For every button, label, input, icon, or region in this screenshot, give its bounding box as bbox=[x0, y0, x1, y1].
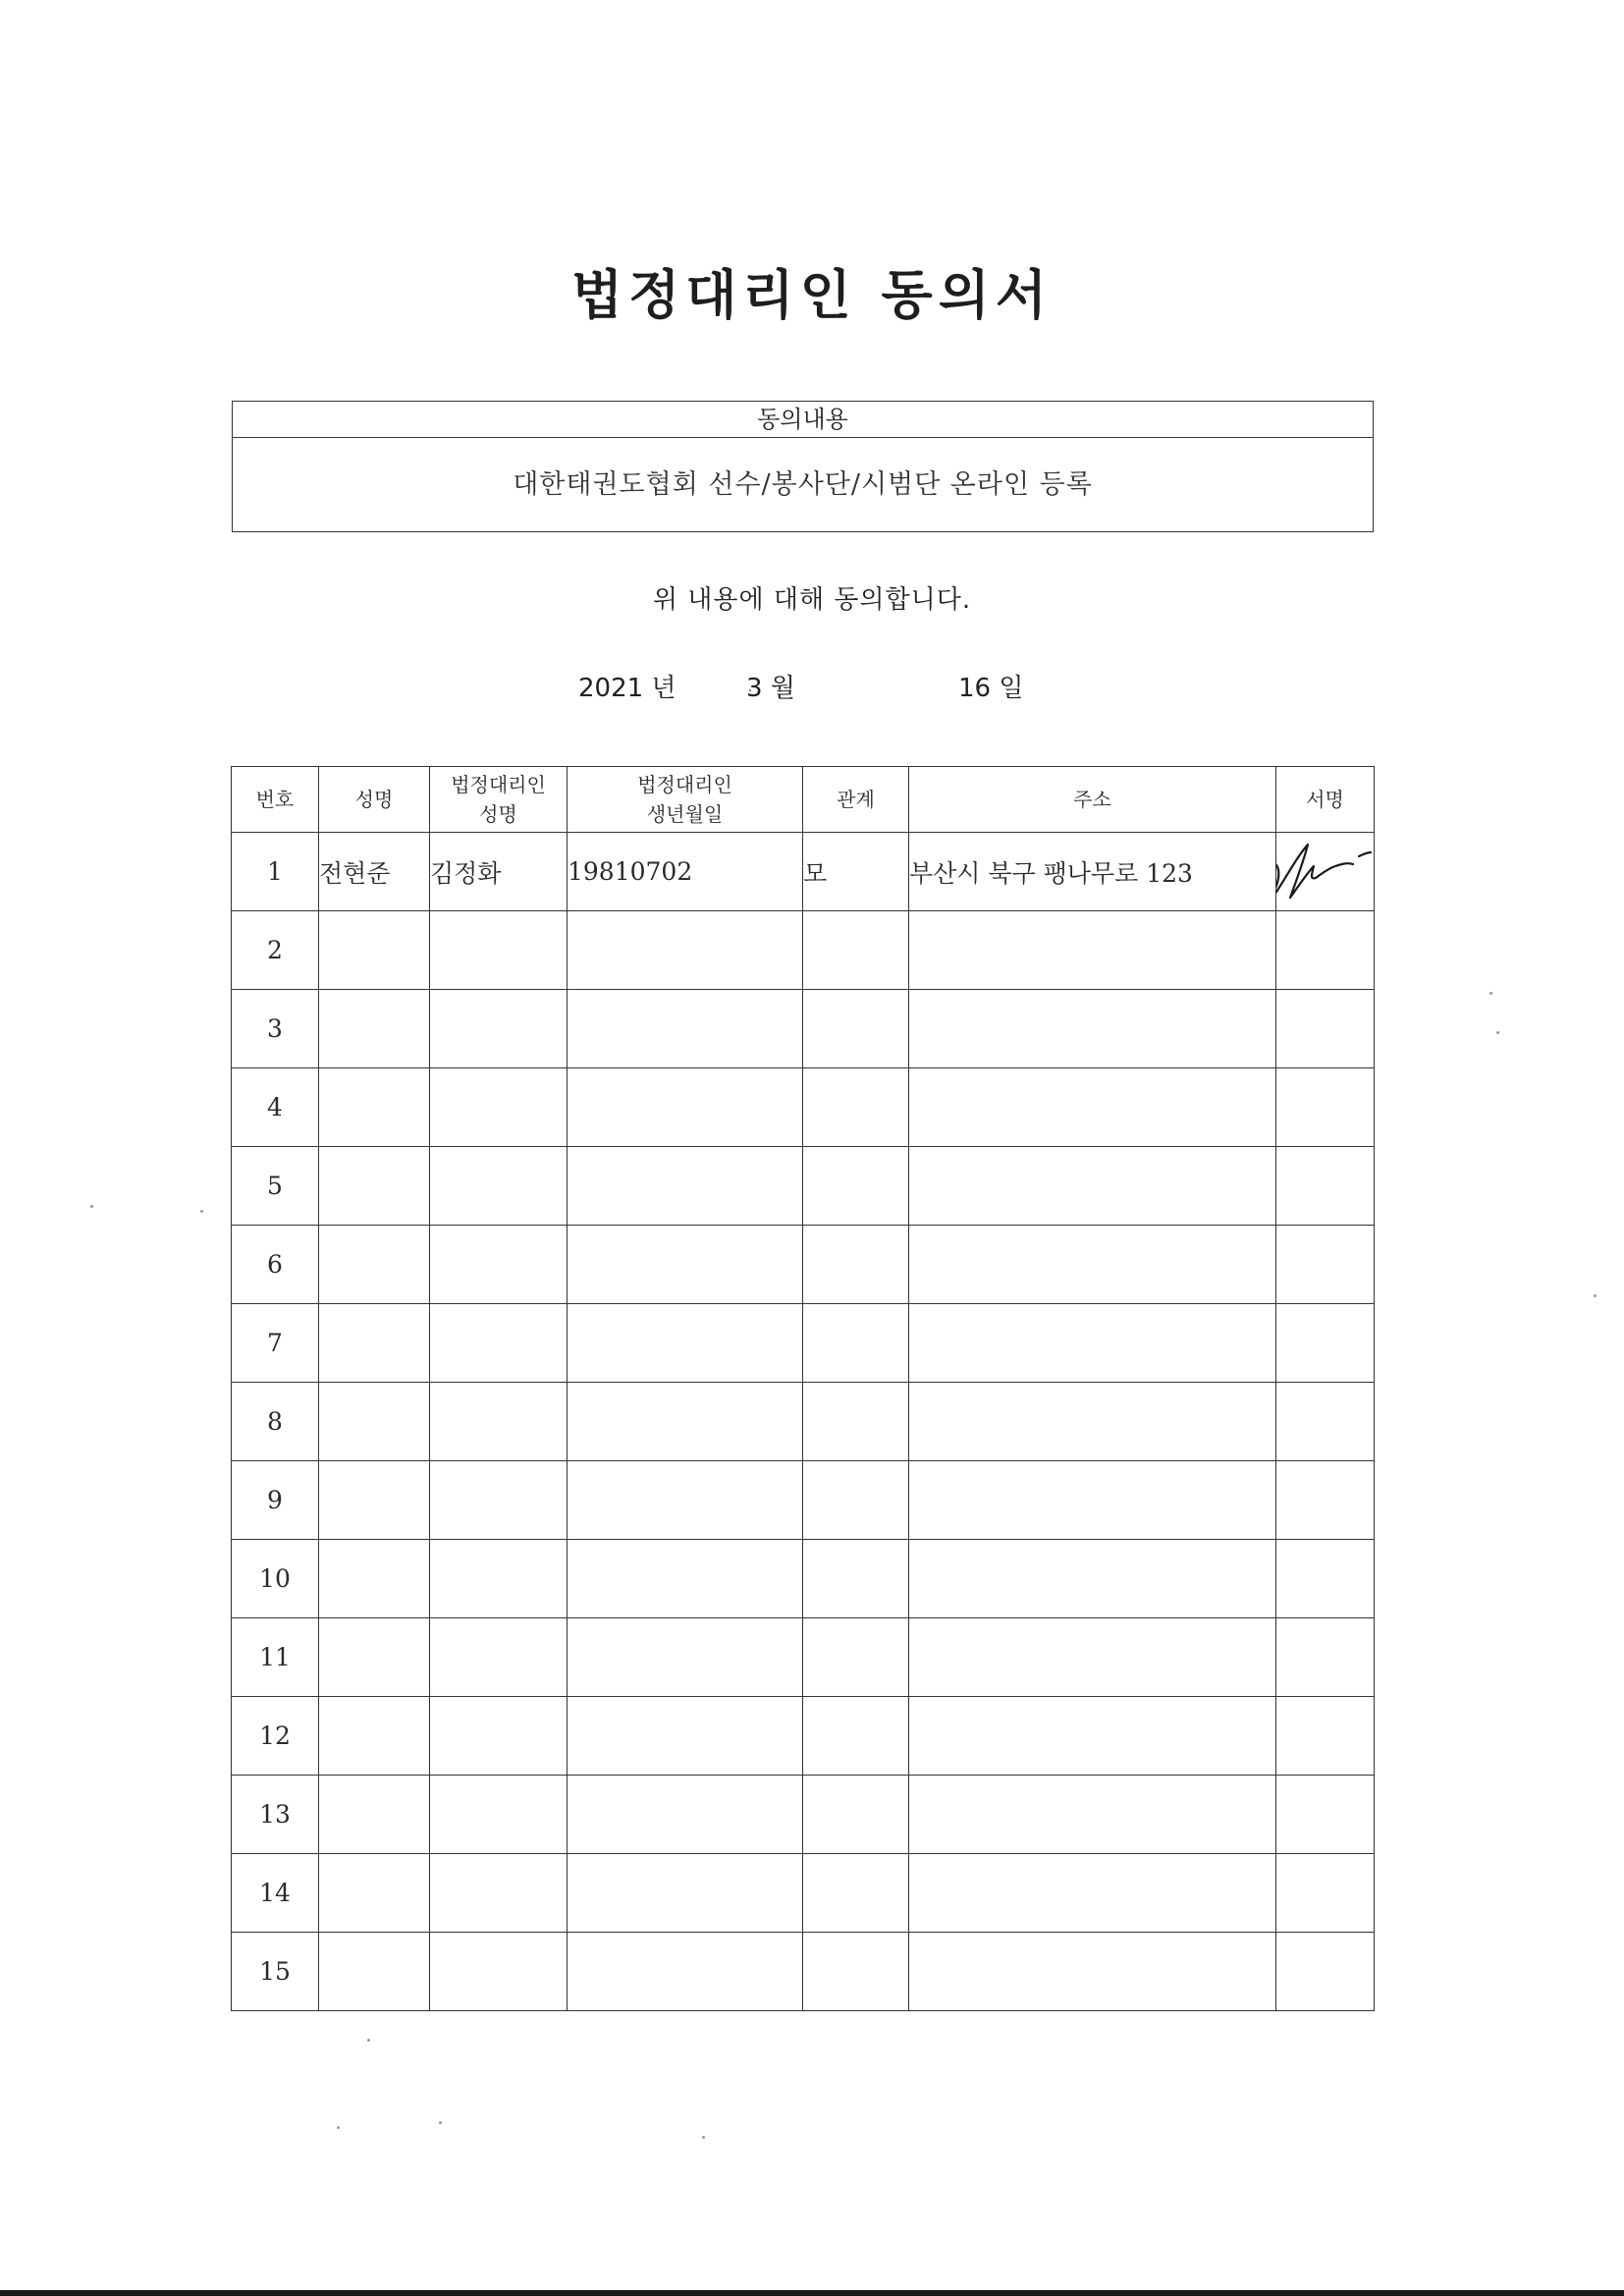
row-guardian-birth bbox=[568, 1304, 803, 1383]
row-guardian-birth bbox=[568, 1068, 803, 1147]
row-name bbox=[319, 990, 430, 1068]
row-name bbox=[319, 1461, 430, 1540]
row-guardian-name bbox=[430, 911, 568, 990]
table-row bbox=[232, 1147, 1375, 1226]
row-address bbox=[909, 1147, 1276, 1226]
row-signature bbox=[1276, 833, 1375, 911]
row-guardian-birth bbox=[568, 1147, 803, 1226]
agreement-statement: 위 내용에 대해 동의합니다. bbox=[652, 585, 972, 615]
row-address bbox=[909, 911, 1276, 990]
header-guardian-birth-line1: 법정대리인 bbox=[637, 773, 732, 796]
row-guardian-name bbox=[430, 1461, 568, 1540]
row-name bbox=[319, 1618, 430, 1697]
table-row bbox=[232, 1226, 1375, 1304]
table-header-row bbox=[232, 767, 1375, 833]
row-name: 전현준 bbox=[319, 833, 430, 911]
row-guardian-name: 김정화 bbox=[430, 833, 568, 911]
row-guardian-birth bbox=[568, 1697, 803, 1776]
row-address bbox=[909, 1933, 1276, 2011]
row-relation bbox=[803, 1933, 909, 2011]
row-relation bbox=[803, 990, 909, 1068]
row-address bbox=[909, 1540, 1276, 1618]
row-relation bbox=[803, 1383, 909, 1461]
row-name bbox=[319, 1068, 430, 1147]
table-row bbox=[232, 1304, 1375, 1383]
row-name bbox=[319, 911, 430, 990]
header-guardian-birth bbox=[568, 767, 803, 833]
date-month: 3 월 bbox=[746, 674, 795, 703]
scan-speck bbox=[1496, 1031, 1499, 1034]
consent-header: 동의내용 bbox=[233, 402, 1373, 438]
header-signature: 서명 bbox=[1276, 767, 1375, 833]
scan-speck bbox=[337, 2126, 340, 2129]
row-number: 8 bbox=[232, 1383, 319, 1461]
header-address: 주소 bbox=[909, 767, 1276, 833]
row-number: 6 bbox=[232, 1226, 319, 1304]
scan-speck bbox=[200, 1210, 203, 1213]
scan-speck bbox=[90, 1205, 93, 1208]
row-guardian-name bbox=[430, 1776, 568, 1854]
row-name bbox=[319, 1147, 430, 1226]
table-row bbox=[232, 833, 1375, 911]
table-row bbox=[232, 1461, 1375, 1540]
row-number: 2 bbox=[232, 911, 319, 990]
row-number: 15 bbox=[232, 1933, 319, 2011]
header-guardian-birth-line2: 생년월일 bbox=[646, 802, 724, 826]
row-guardian-name bbox=[430, 1854, 568, 1933]
row-number: 12 bbox=[232, 1697, 319, 1776]
row-guardian-birth bbox=[568, 1461, 803, 1540]
header-guardian-name-line1: 법정대리인 bbox=[451, 773, 546, 796]
row-address bbox=[909, 1461, 1276, 1540]
scan-speck bbox=[1594, 1294, 1597, 1297]
scan-bottom-edge bbox=[0, 2290, 1624, 2296]
row-relation bbox=[803, 1854, 909, 1933]
row-number: 10 bbox=[232, 1540, 319, 1618]
row-address bbox=[909, 1226, 1276, 1304]
row-signature bbox=[1276, 1226, 1375, 1304]
row-number: 5 bbox=[232, 1147, 319, 1226]
row-relation bbox=[803, 1304, 909, 1383]
row-relation bbox=[803, 911, 909, 990]
table-row bbox=[232, 990, 1375, 1068]
row-number: 1 bbox=[232, 833, 319, 911]
table-row bbox=[232, 1383, 1375, 1461]
row-guardian-name bbox=[430, 1068, 568, 1147]
row-signature bbox=[1276, 1540, 1375, 1618]
header-name: 성명 bbox=[319, 767, 430, 833]
row-number: 9 bbox=[232, 1461, 319, 1540]
row-guardian-name bbox=[430, 1304, 568, 1383]
header-guardian-name-line2: 성명 bbox=[479, 802, 517, 826]
row-guardian-birth bbox=[568, 911, 803, 990]
row-guardian-birth bbox=[568, 1226, 803, 1304]
row-name bbox=[319, 1854, 430, 1933]
row-name bbox=[319, 1933, 430, 2011]
row-signature bbox=[1276, 1697, 1375, 1776]
row-guardian-name bbox=[430, 1697, 568, 1776]
row-address bbox=[909, 1618, 1276, 1697]
row-number: 13 bbox=[232, 1776, 319, 1854]
row-signature bbox=[1276, 1618, 1375, 1697]
consent-box bbox=[232, 401, 1374, 532]
row-relation bbox=[803, 1618, 909, 1697]
row-number: 7 bbox=[232, 1304, 319, 1383]
row-address bbox=[909, 1304, 1276, 1383]
row-guardian-birth bbox=[568, 990, 803, 1068]
row-signature bbox=[1276, 1461, 1375, 1540]
row-name bbox=[319, 1540, 430, 1618]
row-signature bbox=[1276, 1304, 1375, 1383]
row-name bbox=[319, 1697, 430, 1776]
row-address: 부산시 북구 팽나무로 123 bbox=[909, 833, 1276, 911]
scan-speck bbox=[702, 2136, 705, 2139]
row-address bbox=[909, 990, 1276, 1068]
row-name bbox=[319, 1776, 430, 1854]
row-signature bbox=[1276, 990, 1375, 1068]
row-address bbox=[909, 1697, 1276, 1776]
header-relation: 관계 bbox=[803, 767, 909, 833]
table-row bbox=[232, 911, 1375, 990]
row-guardian-name bbox=[430, 990, 568, 1068]
row-guardian-birth bbox=[568, 1854, 803, 1933]
row-guardian-name bbox=[430, 1933, 568, 2011]
row-relation bbox=[803, 1776, 909, 1854]
row-signature bbox=[1276, 1383, 1375, 1461]
guardian-table bbox=[231, 766, 1375, 2011]
row-number: 11 bbox=[232, 1618, 319, 1697]
row-guardian-birth bbox=[568, 1540, 803, 1618]
header-guardian-name bbox=[430, 767, 568, 833]
row-number: 3 bbox=[232, 990, 319, 1068]
date-year: 2021 년 bbox=[578, 674, 677, 703]
row-name bbox=[319, 1226, 430, 1304]
scan-speck bbox=[1489, 992, 1492, 995]
row-guardian-name bbox=[430, 1618, 568, 1697]
date-day: 16 일 bbox=[958, 674, 1024, 703]
table-row bbox=[232, 1540, 1375, 1618]
row-signature bbox=[1276, 1854, 1375, 1933]
document-title: 법정대리인 동의서 bbox=[570, 263, 1054, 326]
header-no: 번호 bbox=[232, 767, 319, 833]
row-address bbox=[909, 1776, 1276, 1854]
row-number: 4 bbox=[232, 1068, 319, 1147]
row-guardian-birth bbox=[568, 1933, 803, 2011]
row-relation: 모 bbox=[803, 833, 909, 911]
row-relation bbox=[803, 1226, 909, 1304]
row-relation bbox=[803, 1461, 909, 1540]
row-number: 14 bbox=[232, 1854, 319, 1933]
table-row bbox=[232, 1068, 1375, 1147]
row-signature bbox=[1276, 1147, 1375, 1226]
scan-speck bbox=[439, 2121, 442, 2124]
row-name bbox=[319, 1383, 430, 1461]
row-signature bbox=[1276, 911, 1375, 990]
table-row bbox=[232, 1854, 1375, 1933]
row-address bbox=[909, 1068, 1276, 1147]
row-relation bbox=[803, 1147, 909, 1226]
row-guardian-birth bbox=[568, 1618, 803, 1697]
row-guardian-birth: 19810702 bbox=[568, 833, 803, 911]
scan-speck bbox=[367, 2039, 370, 2042]
row-guardian-birth bbox=[568, 1776, 803, 1854]
row-relation bbox=[803, 1697, 909, 1776]
table-row bbox=[232, 1933, 1375, 2011]
row-signature bbox=[1276, 1776, 1375, 1854]
row-guardian-name bbox=[430, 1540, 568, 1618]
row-address bbox=[909, 1383, 1276, 1461]
row-name bbox=[319, 1304, 430, 1383]
table-row bbox=[232, 1776, 1375, 1854]
row-signature bbox=[1276, 1933, 1375, 2011]
row-guardian-name bbox=[430, 1226, 568, 1304]
table-row bbox=[232, 1697, 1375, 1776]
row-relation bbox=[803, 1068, 909, 1147]
row-signature bbox=[1276, 1068, 1375, 1147]
handwritten-signature bbox=[1276, 833, 1375, 911]
row-guardian-name bbox=[430, 1147, 568, 1226]
row-relation bbox=[803, 1540, 909, 1618]
table-row bbox=[232, 1618, 1375, 1697]
consent-body: 대한태권도협회 선수/봉사단/시범단 온라인 등록 bbox=[513, 469, 1093, 500]
row-guardian-birth bbox=[568, 1383, 803, 1461]
row-address bbox=[909, 1854, 1276, 1933]
row-guardian-name bbox=[430, 1383, 568, 1461]
